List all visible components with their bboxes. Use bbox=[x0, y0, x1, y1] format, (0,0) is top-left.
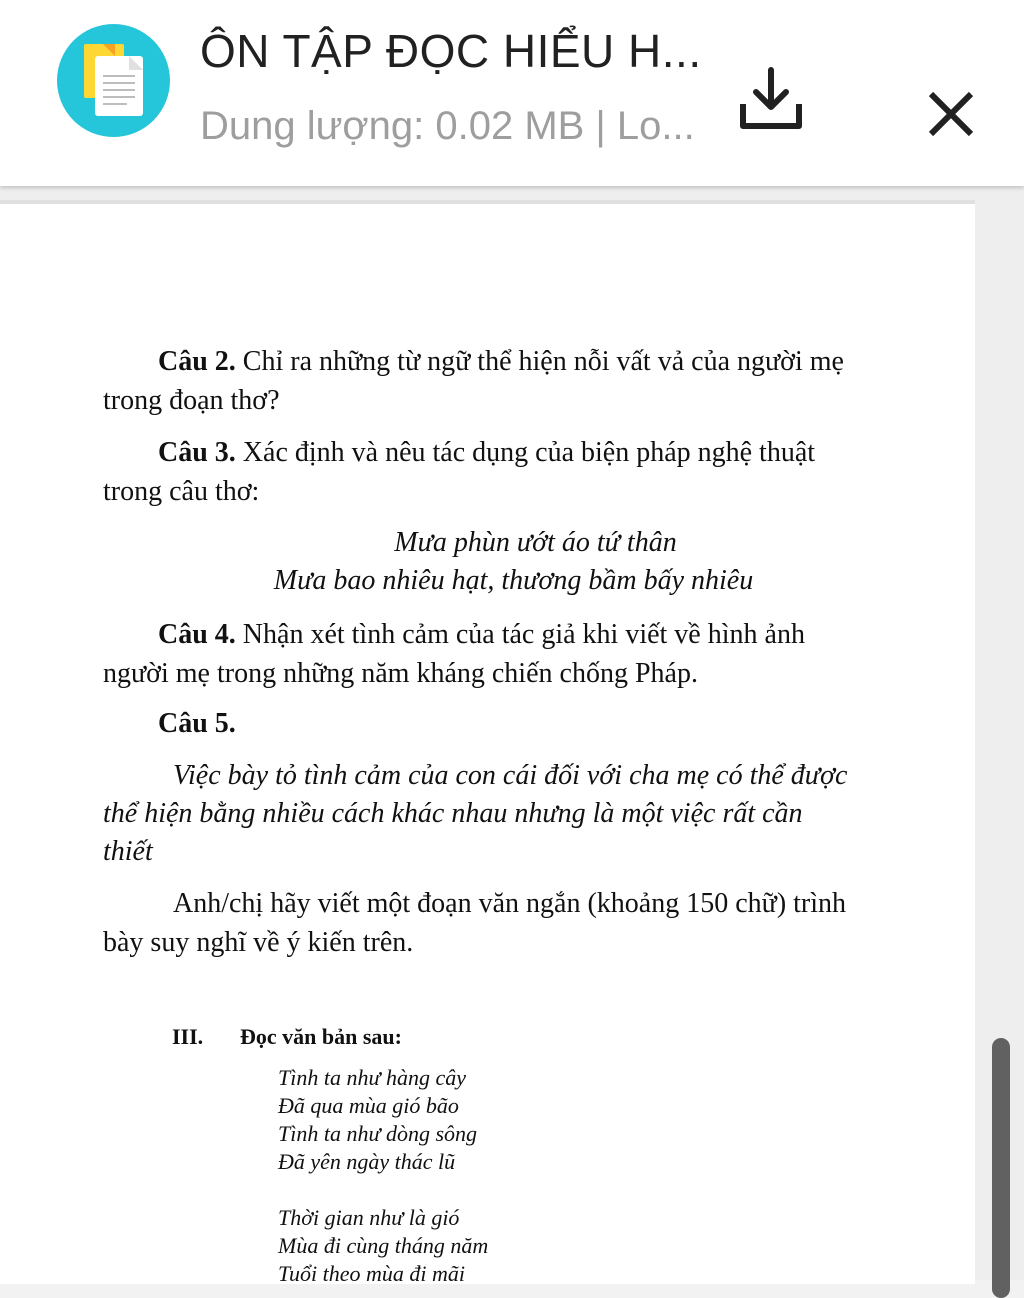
quote-line: thiết bbox=[103, 836, 153, 867]
question-2-text: Chỉ ra những từ ngữ thể hiện nỗi vất vả của người mẹ bbox=[235, 346, 844, 377]
verse-line: Mưa phùn ướt áo tứ thân bbox=[394, 527, 677, 558]
close-button[interactable] bbox=[915, 80, 987, 152]
file-size-info: Dung lượng: 0.02 MB | Lo... bbox=[200, 104, 695, 148]
question-4-text-cont: người mẹ trong những năm kháng chiến chống Pháp. bbox=[103, 658, 698, 689]
poem-line: Mùa đi cùng tháng năm bbox=[278, 1233, 489, 1258]
question-3 bbox=[103, 433, 923, 511]
question-3-text-cont: trong câu thơ: bbox=[103, 476, 260, 507]
file-title: ÔN TẬP ĐỌC HIỂU H... bbox=[200, 25, 702, 77]
question-2-text-cont: trong đoạn thơ? bbox=[103, 385, 280, 416]
document-viewer[interactable] bbox=[0, 186, 1024, 1284]
section-3-heading bbox=[172, 1024, 402, 1050]
quote-line: thể hiện bằng nhiều cách khác nhau nhưng là một việc rất cần bbox=[103, 798, 803, 829]
question-5-label: Câu 5. bbox=[158, 708, 236, 739]
document-file-icon bbox=[57, 24, 170, 137]
question-2 bbox=[103, 342, 923, 420]
prompt-line: bày suy nghĩ về ý kiến trên. bbox=[103, 927, 414, 958]
poem-line: Đã yên ngày thác lũ bbox=[278, 1149, 456, 1174]
question-5-prompt bbox=[103, 884, 923, 962]
question-4 bbox=[103, 615, 923, 693]
poem-line: Tình ta như dòng sông bbox=[278, 1121, 478, 1146]
question-4-text: Nhận xét tình cảm của tác giả khi viết về hình ảnh bbox=[235, 619, 805, 650]
download-icon bbox=[734, 62, 808, 136]
question-3-label: Câu 3. bbox=[158, 437, 236, 468]
file-preview-header bbox=[0, 0, 1024, 186]
poem-line: Thời gian như là gió bbox=[278, 1205, 460, 1230]
close-icon bbox=[915, 80, 987, 152]
question-5-quote bbox=[103, 757, 923, 871]
section-3-title: Đọc văn bản sau: bbox=[240, 1024, 402, 1049]
download-button[interactable] bbox=[734, 62, 808, 136]
question-2-label: Câu 2. bbox=[158, 346, 236, 377]
prompt-line: Anh/chị hãy viết một đoạn văn ngắn (khoảng 150 chữ) trình bbox=[173, 888, 847, 919]
question-3-text: Xác định và nêu tác dụng của biện pháp nghệ thuật bbox=[235, 437, 816, 468]
document-page bbox=[0, 200, 975, 1284]
section-3-number: III. bbox=[172, 1024, 204, 1049]
poem-line: Tuổi theo mùa đi mãi bbox=[278, 1261, 466, 1284]
question-5 bbox=[103, 704, 923, 743]
poem-line: Đã qua mùa gió bão bbox=[278, 1093, 459, 1118]
quote-line: Việc bày tỏ tình cảm của con cái đối với cha mẹ có thể được bbox=[173, 760, 848, 791]
verse-line: Mưa bao nhiêu hạt, thương bầm bấy nhiêu bbox=[273, 565, 754, 596]
scrollbar-thumb[interactable] bbox=[992, 1038, 1010, 1298]
poem-line: Tình ta như hàng cây bbox=[278, 1065, 466, 1090]
question-4-label: Câu 4. bbox=[158, 619, 236, 650]
